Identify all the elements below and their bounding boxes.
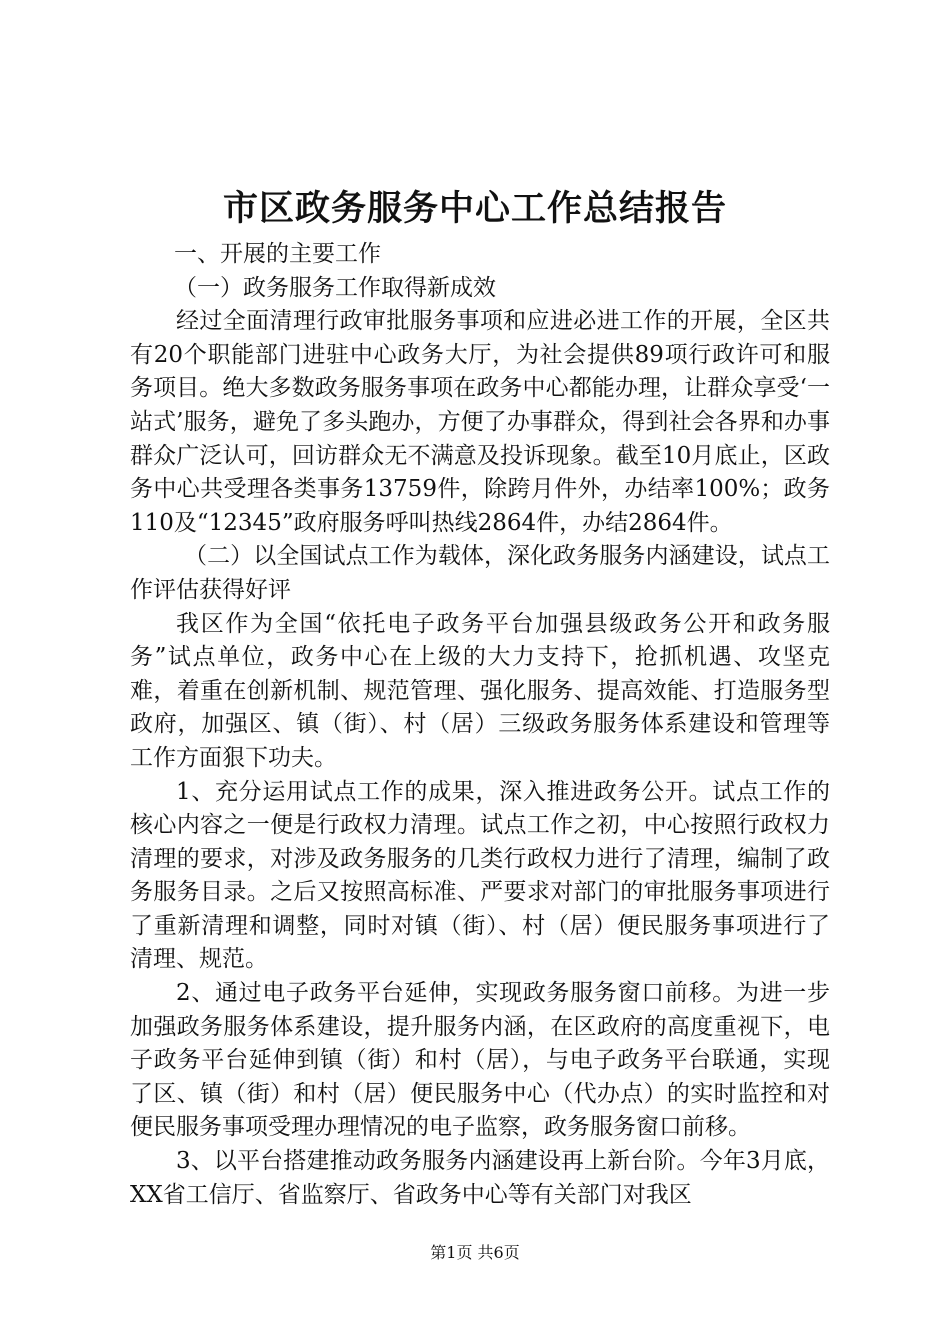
paragraph: 1、充分运用试点工作的成果，深入推进政务公开。试点工作的核心内容之一便是行政权力清理。试点工作之初，中心按照行政权力清理的要求，对涉及政务服务的几类行政权力进行了清理，编制了政务服务目录。之后又按照高标准、严要求对部门的审批服务事项进行了重新清理和调整，同时对镇（街）、村（居）便民服务事项进行了清理、规范。 — [130, 778, 830, 973]
paragraph: 3、以平台搭建推动政务服务内涵建设再上新台阶。今年3月底，XX省工信厅、省监察厅、省政务中心等有关部门对我区 — [130, 1148, 830, 1208]
page-number: 第1页 共6页 — [430, 1243, 520, 1262]
document-title: 市区政务服务中心工作总结报告 — [222, 188, 727, 229]
document-body — [130, 238, 830, 1212]
section-heading: 一、开展的主要工作 — [174, 241, 381, 267]
paragraph: 我区作为全国“依托电子政务平台加强县级政务公开和政务服务”试点单位，政务中心在上级的大力支持下，抢抓机遇、攻坚克难，着重在创新机制、规范管理、强化服务、提高效能、打造服务型政府，加强区、镇（街）、村（居）三级政务服务体系建设和管理等工作方面狠下功夫。 — [130, 610, 830, 771]
paragraph: 经过全面清理行政审批服务事项和应进必进工作的开展，全区共有20个职能部门进驻中心政务大厅，为社会提供89项行政许可和服务项目。绝大多数政务服务事项在政务中心都能办理，让群众享受‘一站式’服务，避免了多头跑办，方便了办事群众，得到社会各界和办事群众广泛认可，回访群众无不满意及投诉现象。截至10月底止，区政务中心共受理各类事务13759件，除跨月件外，办结率100%；政务110及“12345”政府服务呼叫热线2864件，办结2864件。 — [130, 308, 830, 536]
subsection-heading: （一）政务服务工作取得新成效 — [174, 274, 496, 301]
subsection-heading: （二）以全国试点工作为载体，深化政务服务内涵建设，试点工作评估获得好评 — [130, 543, 830, 603]
paragraph: 2、通过电子政务平台延伸，实现政务服务窗口前移。为进一步加强政务服务体系建设，提升服务内涵，在区政府的高度重视下，电子政务平台延伸到镇（街）和村（居），与电子政务平台联通，实现了区、镇（街）和村（居）便民服务中心（代办点）的实时监控和对便民服务事项受理办理情况的电子监察，政务服务窗口前移。 — [130, 980, 830, 1141]
